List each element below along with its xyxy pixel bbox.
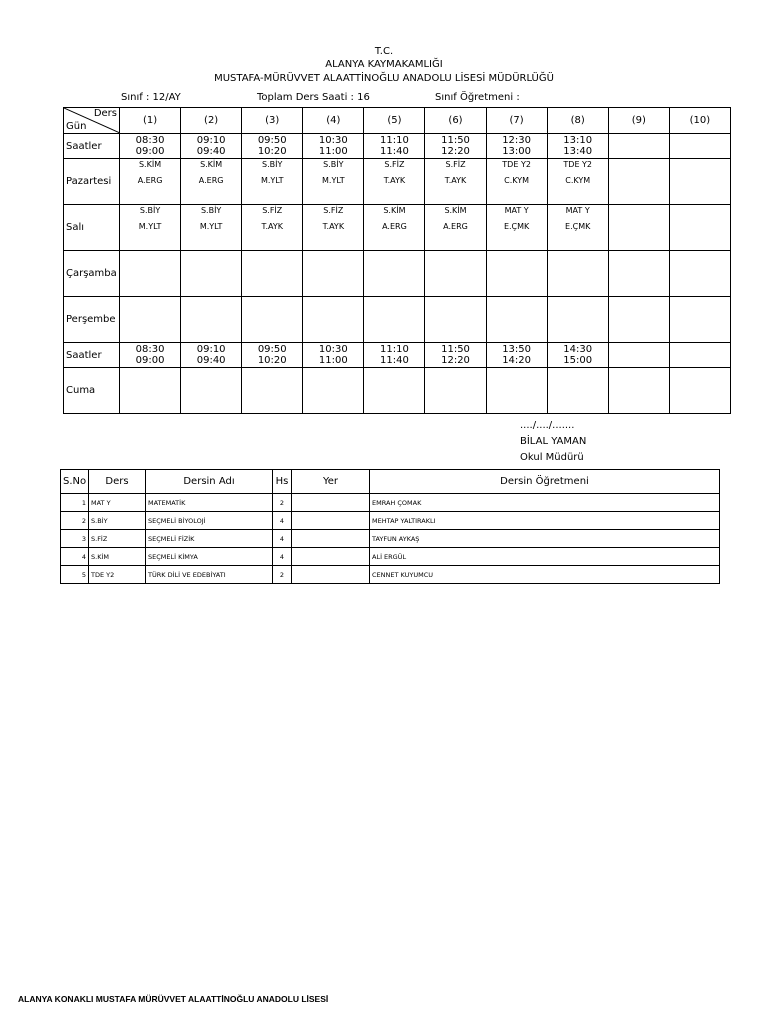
- course-code: S.FİZ: [89, 530, 146, 548]
- time-cell: [608, 134, 669, 159]
- col-header-adi: Dersin Adı: [146, 470, 273, 494]
- col-header-ders: Ders: [89, 470, 146, 494]
- period-header: (10): [669, 108, 730, 134]
- day-label-persembe: Perşembe: [64, 297, 120, 343]
- time-start: 12:30: [502, 135, 532, 146]
- day-row-pazartesi: [64, 159, 731, 205]
- period-header: (6): [425, 108, 486, 134]
- lesson-cell: [669, 159, 730, 205]
- time-start: 11:10: [380, 344, 409, 355]
- time-cell: [242, 343, 303, 368]
- course-teacher: EMRAH ÇOMAK: [370, 494, 720, 512]
- time-cell: [669, 134, 730, 159]
- lesson-teacher: M.YLT: [260, 176, 284, 185]
- lesson-cell: [242, 368, 303, 414]
- lesson-cell: [486, 368, 547, 414]
- time-end: 09:40: [196, 146, 226, 157]
- lesson-cell: [303, 368, 364, 414]
- course-hours: 4: [273, 530, 292, 548]
- lesson-cell: [303, 205, 364, 251]
- lesson-cell: [486, 205, 547, 251]
- class-info: [121, 92, 181, 103]
- lesson-cell: [547, 251, 608, 297]
- course-name: TÜRK DİLİ VE EDEBİYATI: [146, 566, 273, 584]
- lesson-cell: [547, 297, 608, 343]
- lesson-cell: [608, 297, 669, 343]
- time-cell: [486, 134, 547, 159]
- lesson-cell: [120, 251, 181, 297]
- course-code: S.KİM: [89, 548, 146, 566]
- lesson-cell: [364, 297, 425, 343]
- course-row: [61, 512, 720, 530]
- footer-school-name: ALANYA KONAKLI MUSTAFA MÜRÜVVET ALAATTİNOĞLU ANADOLU LİSESİ: [18, 994, 329, 1004]
- day-label-carsamba: Çarşamba: [64, 251, 120, 297]
- lesson-cell: [303, 159, 364, 205]
- lesson-cell: [303, 251, 364, 297]
- lesson-cell: [425, 368, 486, 414]
- course-code: TDE Y2: [89, 566, 146, 584]
- total-hours-info: [257, 92, 370, 103]
- period-header: (9): [608, 108, 669, 134]
- time-start: 09:50: [257, 135, 287, 146]
- lesson-code: S.BİY: [323, 160, 344, 169]
- time-end: 12:20: [441, 355, 470, 366]
- lesson-cell: [669, 297, 730, 343]
- course-sno: 3: [61, 530, 89, 548]
- period-header: (5): [364, 108, 425, 134]
- time-start: 09:10: [196, 344, 226, 355]
- time-cell: [181, 134, 242, 159]
- time-start: 08:30: [135, 344, 165, 355]
- time-cell: [303, 134, 364, 159]
- lesson-cell: [669, 251, 730, 297]
- lesson-code: S.BİY: [139, 206, 161, 215]
- period-header: (4): [303, 108, 364, 134]
- day-row-carsamba: [64, 251, 731, 297]
- course-sno: 4: [61, 548, 89, 566]
- class-teacher-label: Sınıf Öğretmeni :: [435, 92, 520, 103]
- lesson-cell: [425, 251, 486, 297]
- lesson-cell: [608, 159, 669, 205]
- course-room: [292, 548, 370, 566]
- course-sno: 5: [61, 566, 89, 584]
- lesson-teacher: A.ERG: [382, 222, 407, 231]
- course-sno: 1: [61, 494, 89, 512]
- times-label: Saatler: [64, 343, 120, 368]
- course-name: SEÇMELİ BİYOLOJİ: [146, 512, 273, 530]
- time-end: 13:00: [502, 146, 532, 157]
- lesson-teacher: A.ERG: [137, 176, 163, 185]
- lesson-cell: [608, 368, 669, 414]
- time-start: 11:50: [441, 344, 470, 355]
- course-code: MAT Y: [89, 494, 146, 512]
- lesson-code: S.FİZ: [384, 160, 405, 169]
- lesson-cell: [181, 251, 242, 297]
- lesson-code: TDE Y2: [563, 160, 593, 169]
- lesson-cell: [242, 205, 303, 251]
- lesson-teacher: E.ÇMK: [565, 222, 591, 231]
- lesson-cell: [242, 159, 303, 205]
- time-cell: [486, 343, 547, 368]
- time-cell: [669, 343, 730, 368]
- lesson-teacher: M.YLT: [199, 222, 223, 231]
- col-header-sno: S.No: [61, 470, 89, 494]
- lesson-cell: [547, 368, 608, 414]
- day-label-pazartesi: Pazartesi: [64, 159, 120, 205]
- course-teacher: TAYFUN AYKAŞ: [370, 530, 720, 548]
- lesson-cell: [486, 297, 547, 343]
- course-hours: 2: [273, 494, 292, 512]
- lesson-code: S.FİZ: [445, 160, 466, 169]
- class-value: 12/AY: [152, 92, 181, 103]
- time-end: 11:00: [318, 355, 348, 366]
- times-label: Saatler: [64, 134, 120, 159]
- time-cell: [364, 343, 425, 368]
- lesson-teacher: A.ERG: [198, 176, 224, 185]
- corner-gun-label: Gün: [66, 121, 87, 132]
- time-end: 14:20: [502, 355, 532, 366]
- time-end: 12:20: [441, 146, 470, 157]
- time-start: 08:30: [135, 135, 165, 146]
- time-cell: [242, 134, 303, 159]
- period-header: (8): [547, 108, 608, 134]
- lesson-teacher: M.YLT: [322, 176, 345, 185]
- course-header-row: [61, 470, 720, 494]
- course-teacher: CENNET KUYUMCU: [370, 566, 720, 584]
- lesson-cell: [181, 297, 242, 343]
- weekly-schedule-table: [63, 107, 731, 414]
- day-row-persembe: [64, 297, 731, 343]
- lesson-teacher: E.ÇMK: [503, 222, 530, 231]
- time-start: 10:30: [318, 344, 348, 355]
- lesson-cell: [547, 159, 608, 205]
- lesson-cell: [364, 159, 425, 205]
- lesson-teacher: C.KYM: [504, 176, 530, 185]
- lesson-cell: [364, 205, 425, 251]
- lesson-code: S.KİM: [138, 160, 162, 169]
- lesson-cell: [242, 251, 303, 297]
- time-end: 11:00: [318, 146, 348, 157]
- day-label-sali: Salı: [64, 205, 120, 251]
- course-row: [61, 530, 720, 548]
- period-header-row: [64, 108, 731, 134]
- course-name: MATEMATİK: [146, 494, 273, 512]
- course-room: [292, 530, 370, 548]
- lesson-cell: [425, 297, 486, 343]
- course-hours: 4: [273, 512, 292, 530]
- corner-ders-label: Ders: [93, 108, 117, 119]
- corner-cell: [64, 108, 120, 134]
- course-sno: 2: [61, 512, 89, 530]
- time-cell: [120, 343, 181, 368]
- lesson-cell: [547, 205, 608, 251]
- lesson-cell: [486, 251, 547, 297]
- lesson-code: S.BİY: [262, 160, 283, 169]
- time-cell: [303, 343, 364, 368]
- day-label-cuma: Cuma: [64, 368, 120, 414]
- time-end: 13:40: [563, 146, 593, 157]
- lesson-cell: [486, 159, 547, 205]
- time-cell: [364, 134, 425, 159]
- course-name: SEÇMELİ KİMYA: [146, 548, 273, 566]
- time-start: 14:30: [563, 344, 593, 355]
- lesson-code: S.KİM: [383, 206, 406, 215]
- times-row-2: [64, 343, 731, 368]
- time-end: 09:00: [135, 355, 165, 366]
- lesson-cell: [181, 159, 242, 205]
- lesson-cell: [242, 297, 303, 343]
- lesson-cell: [120, 205, 181, 251]
- course-code: S.BİY: [89, 512, 146, 530]
- principal-name: BİLAL YAMAN: [520, 436, 587, 447]
- course-name: SEÇMELİ FİZİK: [146, 530, 273, 548]
- course-teacher: MEHTAP YALTIRAKLI: [370, 512, 720, 530]
- lesson-cell: [120, 297, 181, 343]
- total-hours-label: Toplam Ders Saati :: [257, 92, 354, 103]
- course-hours: 4: [273, 548, 292, 566]
- time-cell: [120, 134, 181, 159]
- time-cell: [425, 134, 486, 159]
- time-end: 11:40: [380, 146, 409, 157]
- header-tc: T.C.: [374, 46, 394, 57]
- lesson-teacher: A.ERG: [443, 222, 468, 231]
- col-header-hs: Hs: [273, 470, 292, 494]
- time-cell: [547, 343, 608, 368]
- lesson-cell: [608, 251, 669, 297]
- period-header: (7): [486, 108, 547, 134]
- lesson-cell: [181, 205, 242, 251]
- time-start: 10:30: [318, 135, 348, 146]
- lesson-cell: [364, 251, 425, 297]
- lesson-cell: [425, 205, 486, 251]
- period-header: (3): [242, 108, 303, 134]
- day-row-sali: [64, 205, 731, 251]
- period-header: (2): [181, 108, 242, 134]
- time-end: 15:00: [563, 355, 593, 366]
- lesson-teacher: C.KYM: [565, 176, 591, 185]
- lesson-teacher: M.YLT: [138, 222, 162, 231]
- time-end: 09:40: [196, 355, 226, 366]
- time-cell: [181, 343, 242, 368]
- period-header: (1): [120, 108, 181, 134]
- lesson-teacher: T.AYK: [383, 176, 406, 185]
- lesson-code: S.FİZ: [323, 206, 344, 215]
- lesson-code: S.BİY: [200, 206, 222, 215]
- lesson-cell: [669, 205, 730, 251]
- lesson-cell: [181, 368, 242, 414]
- lesson-code: MAT Y: [504, 206, 529, 215]
- course-list-table: [60, 469, 720, 584]
- lesson-code: S.KİM: [200, 160, 223, 169]
- lesson-code: MAT Y: [565, 206, 590, 215]
- time-start: 13:10: [563, 135, 593, 146]
- time-start: 09:50: [257, 344, 287, 355]
- time-start: 09:10: [196, 135, 226, 146]
- lesson-code: S.FİZ: [262, 206, 283, 215]
- course-row: [61, 566, 720, 584]
- time-cell: [425, 343, 486, 368]
- time-end: 11:40: [380, 355, 409, 366]
- course-room: [292, 566, 370, 584]
- course-row: [61, 494, 720, 512]
- lesson-teacher: T.AYK: [322, 222, 345, 231]
- class-label: Sınıf :: [121, 92, 150, 103]
- times-row-1: [64, 134, 731, 159]
- header-kaymakamlik: ALANYA KAYMAKAMLIĞI: [325, 59, 443, 70]
- header-school: MUSTAFA-MÜRÜVVET ALAATTİNOĞLU ANADOLU LİSESİ MÜDÜRLÜĞÜ: [214, 73, 554, 84]
- col-header-ogretmen: Dersin Öğretmeni: [370, 470, 720, 494]
- time-cell: [608, 343, 669, 368]
- course-hours: 2: [273, 566, 292, 584]
- time-end: 10:20: [257, 355, 287, 366]
- signature-date: ..../..../.......: [520, 420, 575, 431]
- time-start: 11:50: [441, 135, 470, 146]
- lesson-cell: [303, 297, 364, 343]
- time-start: 13:50: [502, 344, 532, 355]
- lesson-code: S.KİM: [444, 206, 467, 215]
- course-room: [292, 494, 370, 512]
- course-room: [292, 512, 370, 530]
- lesson-teacher: T.AYK: [261, 222, 283, 231]
- lesson-cell: [425, 159, 486, 205]
- time-start: 11:10: [380, 135, 409, 146]
- total-hours-value: 16: [357, 92, 370, 103]
- col-header-yer: Yer: [292, 470, 370, 494]
- lesson-code: TDE Y2: [502, 160, 531, 169]
- time-cell: [547, 134, 608, 159]
- lesson-teacher: T.AYK: [444, 176, 467, 185]
- lesson-cell: [669, 368, 730, 414]
- time-end: 10:20: [257, 146, 287, 157]
- time-end: 09:00: [135, 146, 165, 157]
- lesson-cell: [120, 368, 181, 414]
- principal-title: Okul Müdürü: [520, 452, 584, 463]
- course-row: [61, 548, 720, 566]
- day-row-cuma: [64, 368, 731, 414]
- lesson-cell: [608, 205, 669, 251]
- lesson-cell: [364, 368, 425, 414]
- lesson-cell: [120, 159, 181, 205]
- course-teacher: ALİ ERGÜL: [370, 548, 720, 566]
